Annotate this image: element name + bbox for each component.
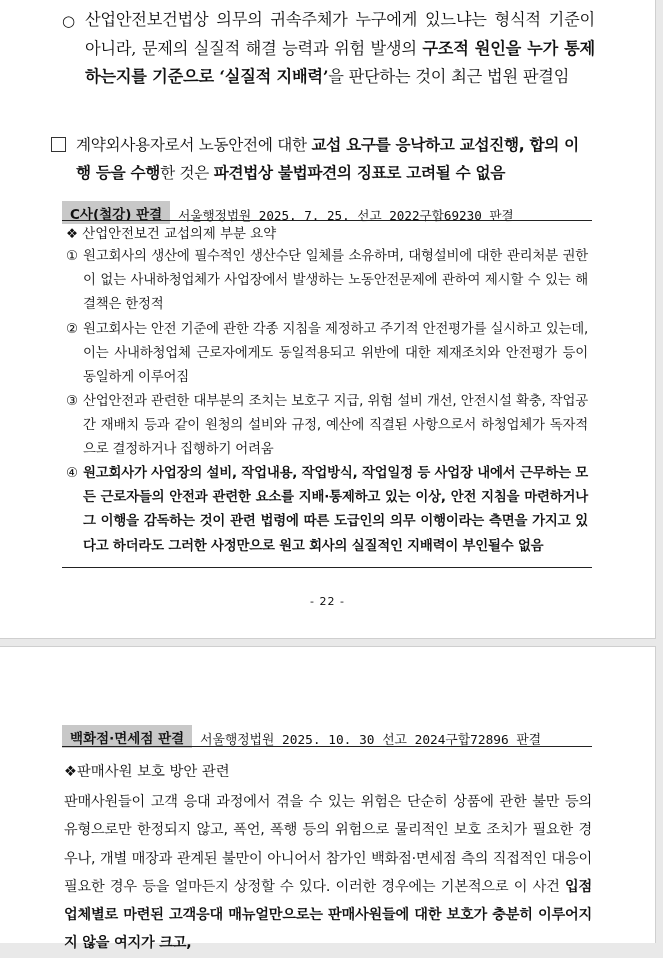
item-text: 원고회사는 안전 기준에 관한 각종 지침을 제정하고 주기적 안전평가를 실시하고 있는데, 이는 사내하청업체 근로자에게도 동일적용되고 위반에 대한 제재조치와 안전평가 등이 동일하게 이루어짐 xyxy=(83,322,588,386)
item-text: 산업안전과 관련한 대부분의 조치는 보호구 지급, 위험 설비 개선, 안전시설 확충, 작업공간 재배치 등과 같이 원청의 설비와 규정, 예산에 직결된 사항으로서 하청업체가 독자적으로 결정하거나 집행하기 어려움 xyxy=(83,394,588,458)
intro-paragraph xyxy=(85,6,595,92)
case1-item-1 xyxy=(66,245,588,318)
case1-badge: C사(철강) 판결 xyxy=(62,201,170,224)
intro-text-tail: 을 판단하는 것이 최근 법원 판결임 xyxy=(328,67,570,86)
item-text: 원고회사의 생산에 필수적인 생산수단 일체를 소유하며, 대형설비에 대한 관리처분 권한이 없는 사내하청업체가 사업장에서 발생하는 노동안전문제에 관하여 제시할 수 있는 해결책은 한정적 xyxy=(83,249,588,313)
case1-bottom-divider xyxy=(62,567,592,568)
intro-text-plain: 산업안전보건법상 의무의 귀속주체가 누구에게 있느냐는 형식적 기준이 아니라, 문제의 실질적 해결 능력과 위험 발생의 xyxy=(85,10,595,58)
summary-text-plain: 계약외사용자로서 노동안전에 대한 xyxy=(76,136,312,154)
item-number: ④ xyxy=(66,466,78,481)
summary-text-bold: 교섭 요구를 응낙하고 교섭진행, 합의 이행 등을 수행 xyxy=(76,136,579,182)
intro-text-bold: 구조적 원인을 누가 통제하는지를 기준으로 ‘실질적 지배력’ xyxy=(85,38,595,86)
case2-text-bold: 입점업체별로 마련된 고객응대 매뉴얼만으로는 판매사원들에 대한 보호가 충분히 이루어지지 않을 여지가 크고, xyxy=(64,878,592,952)
summary-text-mid: 한 것은 xyxy=(160,164,214,182)
case2-section-title: ❖판매사원 보호 방안 관련 xyxy=(64,764,230,780)
case2-badge: 백화점·면세점 판결 xyxy=(62,725,192,748)
summary-text-bold-2: 파견법상 불법파견의 징표로 고려될 수 없음 xyxy=(213,164,506,182)
case2-paragraph xyxy=(64,788,592,958)
item-number: ① xyxy=(66,249,78,264)
case1-item-3 xyxy=(66,390,588,463)
page-number: - 22 - xyxy=(310,595,345,608)
checkbox-bullet-icon xyxy=(51,137,66,152)
case2-header xyxy=(62,725,541,748)
case1-top-divider xyxy=(62,220,592,221)
case1-item-4 xyxy=(66,462,588,559)
bullet-circle-icon: ○ xyxy=(62,12,76,30)
item-number: ③ xyxy=(66,394,78,409)
item-number: ② xyxy=(66,322,78,337)
case1-section-title: ❖ 산업안전보건 교섭의제 부분 요약 xyxy=(66,227,277,242)
case2-text-plain: 판매사원들이 고객 응대 과정에서 겪을 수 있는 위험은 단순히 상품에 관한 불만 등의 유형으로만 한정되지 않고, 폭언, 폭행 등의 위험으로 물리적인 보호 조치가 필요한 경우나, 개별 매장과 관계된 불만이 아니어서 참가인 백화점·면세점 측의 직접적인 대응이 필요한 경우 등을 얼마든지 상정할 수 있다. 이러한 경우에는 기본적으로 이 사건 xyxy=(64,794,592,895)
case1-citation: 서울행정법원 2025. 7. 25. 선고 2022구합69230 판결 xyxy=(178,208,514,223)
item-text: 원고회사가 사업장의 설비, 작업내용, 작업방식, 작업일정 등 사업장 내에서 근무하는 모든 근로자들의 안전과 관련한 요소를 지배·통제하고 있는 이상, 안전 지침을 마련하거나 그 이행을 감독하는 것이 관련 법령에 따른 도급인의 의무 이행이라는 측면을 가지고 있다고 하더라도 그러한 사정만으로 원고 회사의 실질적인 지배력이 부인될수 없음 xyxy=(83,466,589,554)
case2-citation: 서울행정법원 2025. 10. 30 선고 2024구합72896 판결 xyxy=(200,733,542,748)
case1-item-2 xyxy=(66,318,588,391)
summary-paragraph xyxy=(76,131,591,187)
case2-divider xyxy=(62,746,592,747)
